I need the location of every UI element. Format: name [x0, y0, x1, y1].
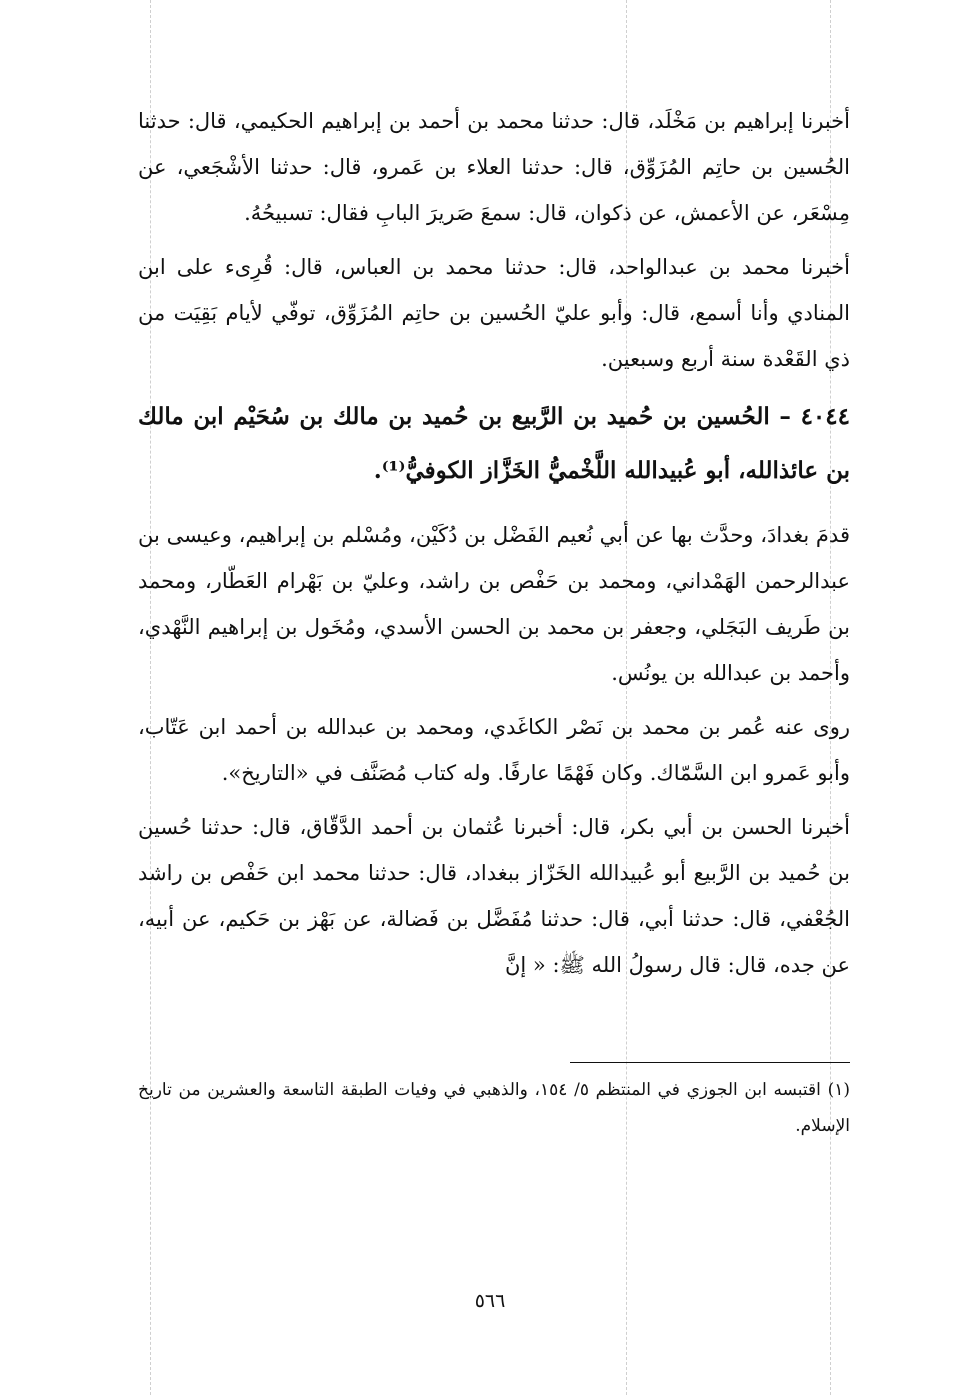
footnote-separator	[570, 1062, 850, 1063]
main-text	[138, 98, 850, 996]
paragraph: أخبرنا إبراهيم بن مَخْلَد، قال: حدثنا محمد بن أحمد بن إبراهيم الحكيمي، قال: حدثنا الحُسين بن حاتِم المُزَوِّق، قال: حدثنا العلاء بن عَمرو، قال: حدثنا الأشْجَعي، عن مِسْعَر، عن الأعمش، عن ذكوان، قال: سمعَ صَريرَ البابِ فقال: تسبيحُهُ.	[138, 109, 850, 225]
paragraph: روى عنه عُمر بن محمد بن نَصْر الكاغَدي، ومحمد بن عبدالله بن أحمد ابن عَتّاب، وأبو عَمرو ابن السَّمّاك. وكان فَهْمًا عارفًا. وله كتاب مُصَنَّف في «التاريخ».	[138, 715, 850, 785]
paragraph: أخبرنا الحسن بن أبي بكر، قال: أخبرنا عُثمان بن أحمد الدَّقّاق، قال: حدثنا حُسين بن حُميد بن الرَّبيع أبو عُبيدالله الخَزّاز ببغداد، قال: حدثنا محمد ابن حَفْص بن راشد الجُعْفي، قال: حدثنا أبي، قال: حدثنا مُفَضَّل بن فَضالة، عن بَهْز بن حَكيم، عن أبيه، عن جده، قال: قال رسولُ الله ﷺ: « إنَّ	[138, 815, 850, 977]
paragraph: أخبرنا محمد بن عبدالواحد، قال: حدثنا محمد بن العباس، قال: قُرِىء على ابن المنادي وأنا أسمع، قال: وأبو عليّ الحُسين بن حاتِم المُزَوِّق، توفّي لأيام بَقِيَت من ذي القَعْدة سنة أربع وسبعين.	[138, 255, 850, 371]
entry-heading: ٤٠٤٤ – الحُسين بن حُميد بن الرَّبيع بن حُميد بن مالك بن سُحَيْم ابن مالك بن عائذالله، أبو عُبيدالله اللَّخْميُّ الخَزَّاز الكوفيُّ⁽¹⁾.	[138, 403, 850, 484]
footnote: (١) اقتبسه ابن الجوزي في المنتظم ٥/ ١٥٤، والذهبي في وفيات الطبقة التاسعة والعشرين من تاريخ الإسلام.	[138, 1080, 850, 1136]
page-number: ٥٦٦	[474, 1290, 506, 1312]
paragraph: قدمَ بغدادَ، وحدَّث بها عن أبي نُعيم الفَضْل بن دُكَيْن، ومُسْلم بن إبراهيم، وعيسى بن عبدالرحمن الهَمْداني، ومحمد بن حَفْص بن راشد، وعليّ بن بَهْرام العَطّار، ومحمد بن طَريف البَجَلي، وجعفر بن محمد بن الحسن الأسدي، ومُخَول بن إبراهيم النَّهْدي، وأحمد بن عبدالله بن يونُس.	[138, 523, 850, 685]
